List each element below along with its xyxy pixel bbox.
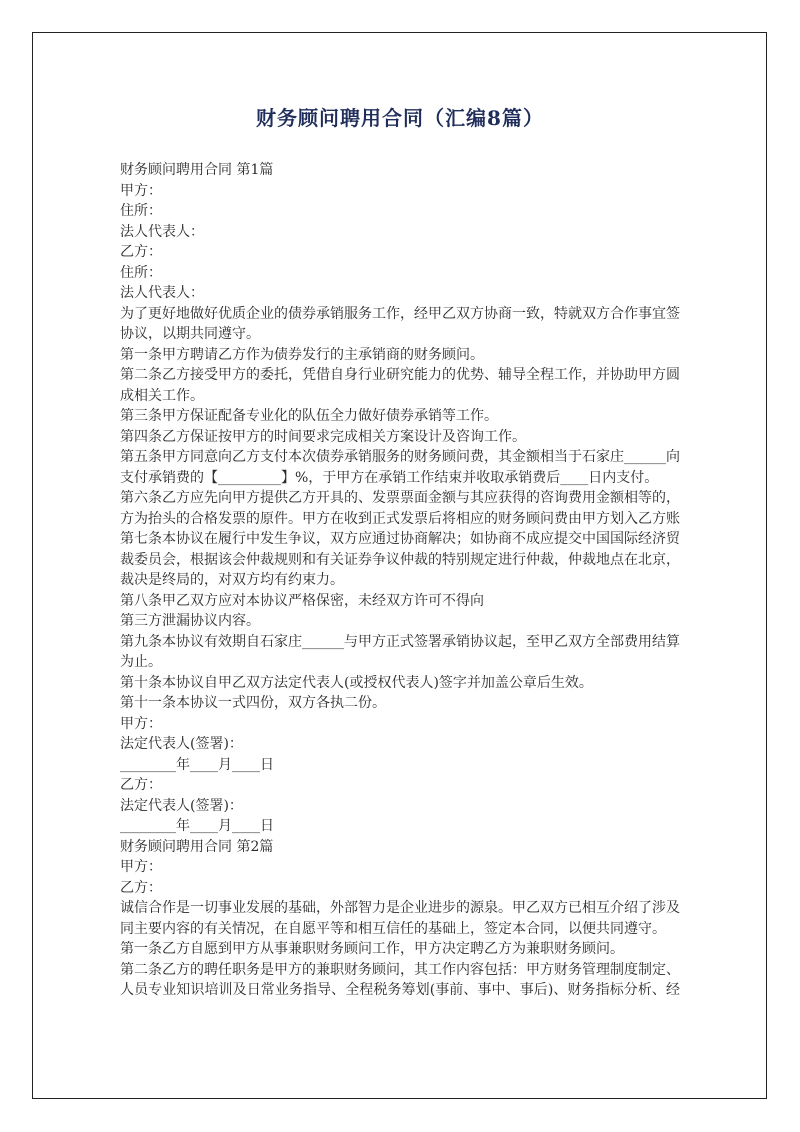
text-line: 裁委员会，根据该会仲裁规则和有关证券争议仲裁的特别规定进行仲裁，仲裁地点在北京， (120, 551, 680, 568)
text-line: 乙方： (120, 879, 162, 896)
text-line: 为止。 (120, 654, 162, 670)
text-line: 协议，以期共同遵守。 (120, 326, 260, 342)
text-line: 为了更好地做好优质企业的债券承销服务工作，经甲乙双方协商一致，特就双方合作事宜签 (120, 305, 680, 322)
text-line: 第七条本协议在履行中发生争议，双方应通过协商解决；如协商不成应提交中国国际经济贸 (120, 531, 680, 547)
text-line: 第十一条本协议一式四份，双方各执二份。 (120, 695, 386, 711)
text-line: 甲方： (120, 715, 162, 732)
text-line: 第三方泄漏协议内容。 (120, 613, 260, 629)
text-line: 成相关工作。 (120, 387, 204, 404)
text-line: 诚信合作是一切事业发展的基础，外部智力是企业进步的源泉。甲乙双方已相互介绍了涉及 (120, 900, 680, 916)
text-line: 法人代表人： (120, 223, 204, 240)
text-line: 第六条乙方应先向甲方提供乙方开具的、发票票面金额与其应获得的咨询费用金额相等的， (120, 490, 680, 506)
text-line: 第三条甲方保证配备专业化的队伍全力做好债券承销等工作。 (120, 408, 498, 424)
text-line: 支付承销费的【_________】%，于甲方在承销工作结束并收取承销费后____日内支付。 (120, 469, 659, 486)
text-line: 法定代表人(签署)： (120, 736, 243, 752)
text-line: 住所： (120, 203, 162, 219)
text-line: 裁决是终局的，对双方均有约束力。 (120, 572, 344, 588)
document-title: 财务顾问聘用合同（汇编8篇） (256, 106, 544, 130)
text-line: 第四条乙方保证按甲方的时间要求完成相关方案设计及咨询工作。 (120, 428, 526, 445)
text-line: 第二条乙方的聘任职务是甲方的兼职财务顾问，其工作内容包括：甲方财务管理制度制定、 (120, 961, 680, 978)
text-line: 甲方： (120, 859, 162, 875)
text-line: 第九条本协议有效期自石家庄______与甲方正式签署承销协议起，至甲乙双方全部费用结算 (120, 633, 680, 650)
text-line: ________年____月____日 (120, 818, 274, 834)
text-line: 财务顾问聘用合同 第1篇 (120, 162, 274, 178)
text-line: 人员专业知识培训及日常业务指导、全程税务筹划(事前、事中、事后)、财务指标分析、经 (120, 982, 680, 998)
text-line: 第五条甲方同意向乙方支付本次债券承销服务的财务顾问费，其金额相当于石家庄______向 (120, 449, 680, 465)
text-line: 第八条甲乙双方应对本协议严格保密，未经双方许可不得向 (120, 592, 484, 609)
text-line: 甲方： (120, 182, 162, 199)
text-line: 财务顾问聘用合同 第2篇 (120, 838, 274, 855)
text-line: 同主要内容的有关情况，在自愿平等和相互信任的基础上，签定本合同，以便共同遵守。 (120, 920, 666, 937)
text-line: 第一条甲方聘请乙方作为债券发行的主承销商的财务顾问。 (120, 346, 484, 363)
text-line: 住所： (120, 264, 162, 281)
text-line: 第十条本协议自甲乙双方法定代表人(或授权代表人)签字并加盖公章后生效。 (120, 674, 593, 691)
text-line: 第一条乙方自愿到甲方从事兼职财务顾问工作，甲方决定聘乙方为兼职财务顾问。 (120, 941, 624, 957)
text-line: 第二条乙方接受甲方的委托，凭借自身行业研究能力的优势、辅导全程工作，并协助甲方圆 (120, 367, 680, 383)
text-line: 乙方： (120, 777, 162, 793)
text-line: 方为抬头的合格发票的原件。甲方在收到正式发票后将相应的财务顾问费由甲方划入乙方账 (120, 510, 680, 527)
document-body (120, 160, 680, 1001)
text-line: 乙方： (120, 244, 162, 260)
text-line: ________年____月____日 (120, 756, 274, 773)
text-line: 法人代表人： (120, 285, 204, 301)
text-line: 法定代表人(签署)： (120, 797, 243, 814)
